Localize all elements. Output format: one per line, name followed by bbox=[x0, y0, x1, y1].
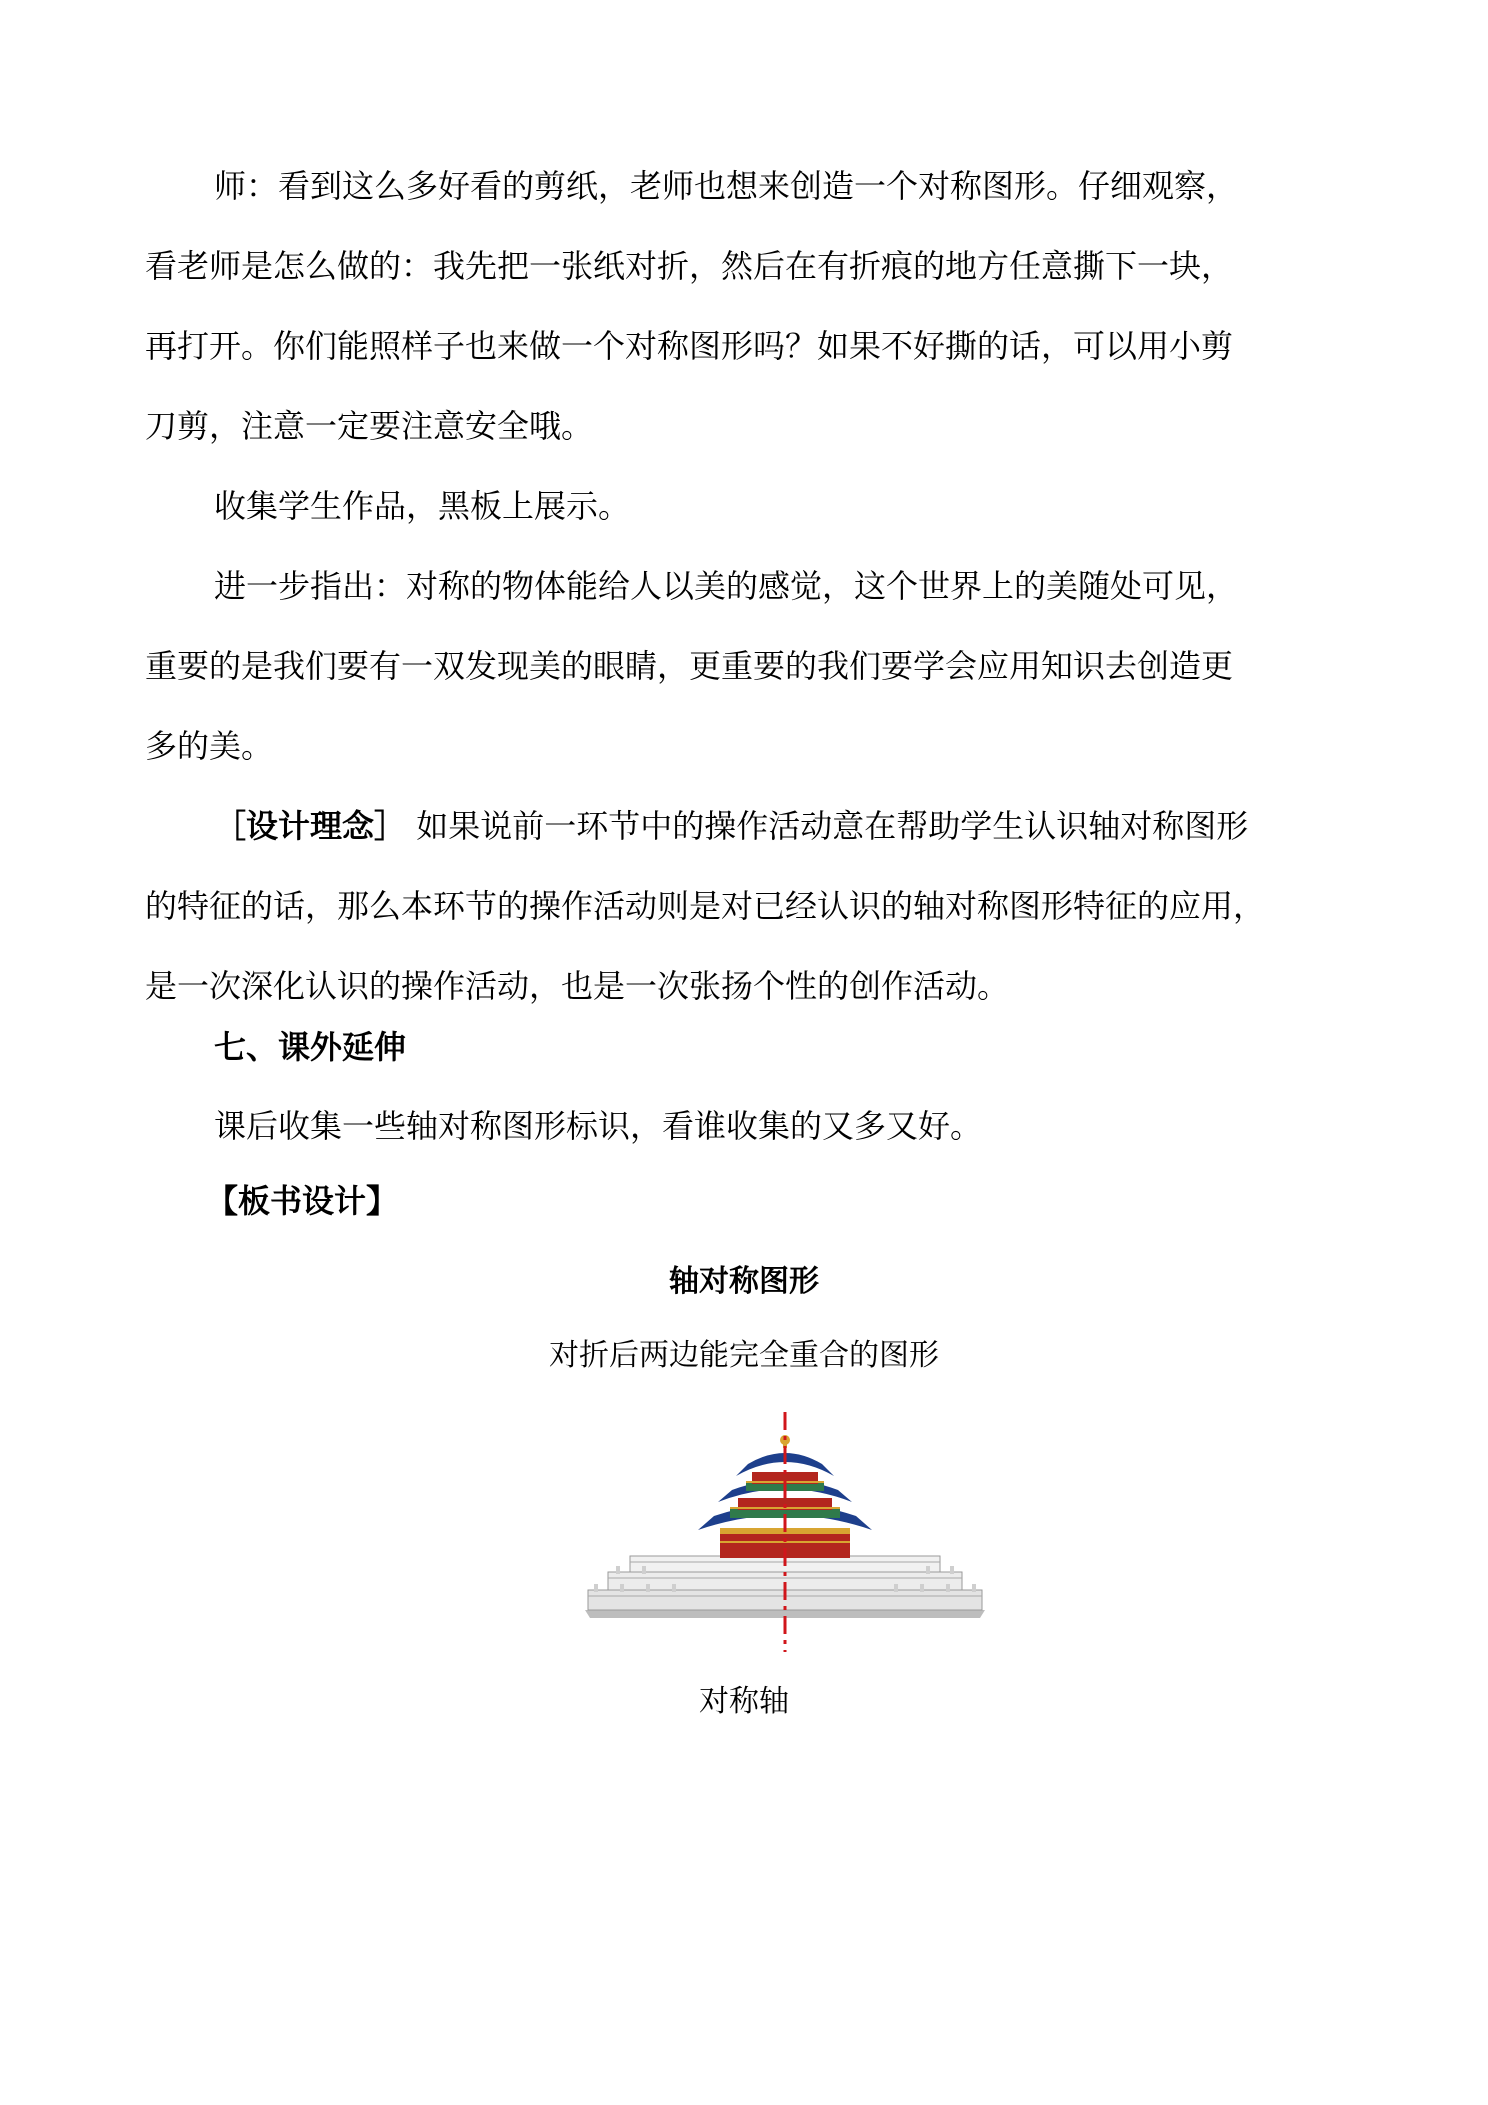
paragraph-line: 的特征的话，那么本环节的操作活动则是对已经认识的轴对称图形特征的应用， bbox=[145, 887, 1266, 925]
paragraph-line: 课后收集一些轴对称图形标识，看谁收集的又多又好。 bbox=[214, 1107, 983, 1145]
paragraph-line: 是一次深化认识的操作活动，也是一次张扬个性的创作活动。 bbox=[145, 967, 1010, 1005]
paragraph-further-point bbox=[145, 546, 1345, 786]
board-design-title: 【板书设计】 bbox=[206, 1182, 399, 1220]
paragraph-line: 多的美。 bbox=[145, 727, 274, 765]
paragraph-teacher-demo bbox=[145, 146, 1345, 466]
paragraph-line: 进一步指出：对称的物体能给人以美的感觉，这个世界上的美随处可见， bbox=[214, 567, 1239, 605]
section-heading: 七、课外延伸 bbox=[214, 1028, 407, 1066]
paragraph-extension bbox=[145, 1086, 1345, 1166]
paragraph-line: 看老师是怎么做的：我先把一张纸对折，然后在有折痕的地方任意撕下一块， bbox=[145, 247, 1234, 285]
design-concept bbox=[145, 786, 1345, 1026]
paragraph-line: 刀剪，注意一定要注意安全哦。 bbox=[145, 407, 594, 445]
paragraph-line: 师：看到这么多好看的剪纸，老师也想来创造一个对称图形。仔细观察， bbox=[214, 167, 1239, 205]
paragraph-line: 重要的是我们要有一双发现美的眼睛，更重要的我们要学会应用知识去创造更 bbox=[145, 647, 1234, 685]
paragraph-collect-works bbox=[145, 466, 1345, 546]
symmetry-axis-label: 对称轴 bbox=[699, 1684, 789, 1719]
temple-of-heaven-illustration bbox=[580, 1412, 990, 1652]
paragraph-line: 如果说前一环节中的操作活动意在帮助学生认识轴对称图形 bbox=[416, 807, 1249, 845]
design-concept-label: ［设计理念］ bbox=[214, 807, 407, 845]
board-heading: 轴对称图形 bbox=[669, 1264, 819, 1299]
board-definition: 对折后两边能完全重合的图形 bbox=[549, 1338, 939, 1373]
paragraph-line: 收集学生作品，黑板上展示。 bbox=[214, 487, 631, 525]
paragraph-line: 再打开。你们能照样子也来做一个对称图形吗？如果不好撕的话，可以用小剪 bbox=[145, 327, 1234, 365]
